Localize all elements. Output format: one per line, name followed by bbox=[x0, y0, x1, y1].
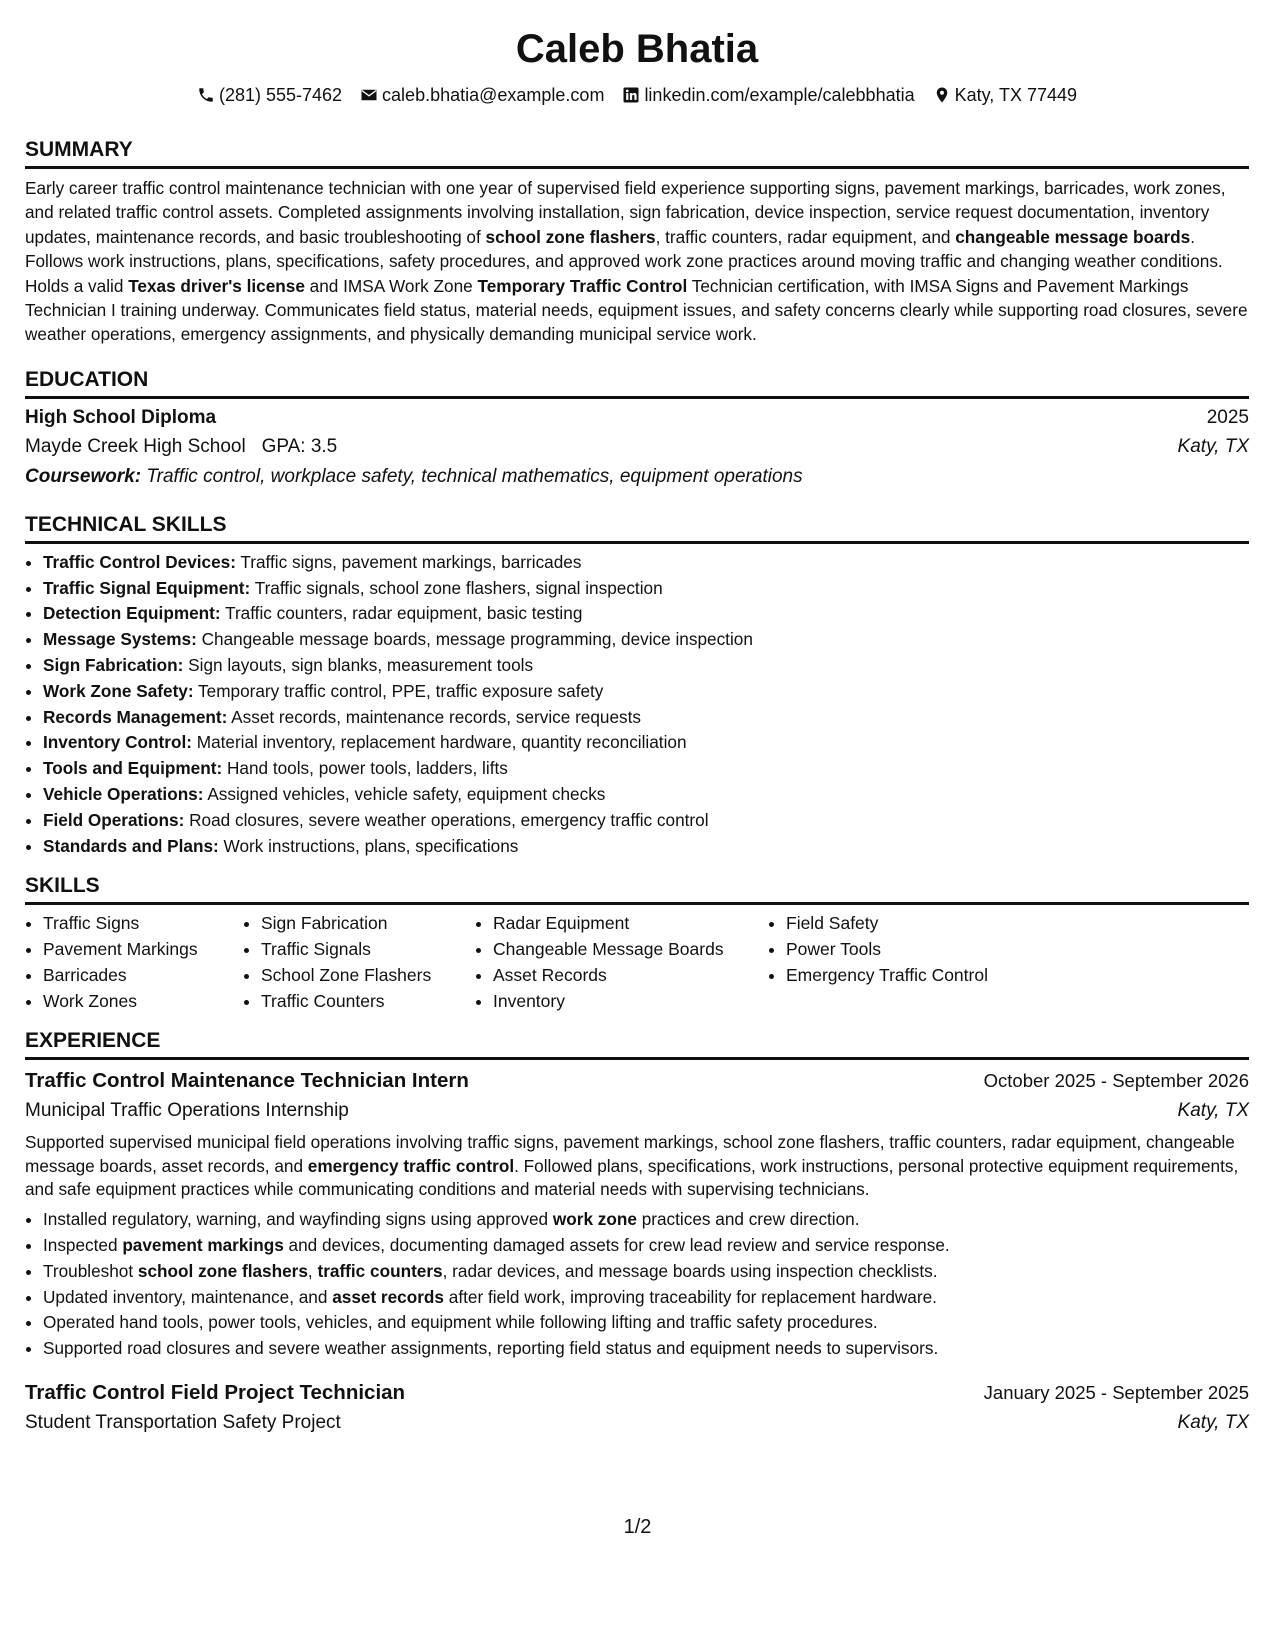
skill-item: • Power Tools bbox=[786, 937, 1086, 963]
contact-email bbox=[360, 83, 604, 107]
list-item: • Standards and Plans: Work instructions, plans, specifications bbox=[43, 834, 1249, 860]
list-item: • Inspected pavement markings and devices, documenting damaged assets for crew lead review and service response. bbox=[43, 1233, 1249, 1259]
school-name: Mayde Creek High School bbox=[25, 435, 246, 457]
job-location: Katy, TX bbox=[1177, 1411, 1249, 1433]
skill-item: • Traffic Signals bbox=[261, 937, 475, 963]
school-row bbox=[25, 432, 1249, 462]
summary-text: Early career traffic control maintenance technician with one year of supervised field experience supporting signs, pavement markings, barricades, work zones, and related traffic control assets. Completed assignments involving installation, sign fabrication, device inspection, service request documentation, inventory updates, maintenance records, and basic troubleshooting of school zone flashers, traffic counters, radar equipment, and changeable message boards. Follows work instructions, plans, specifications, safety procedures, and approved work zone practices around moving traffic and changing weather conditions. Holds a valid Texas driver's license and IMSA Work Zone Temporary Traffic Control Technician certification, with IMSA Signs and Pavement Markings Technician I training underway. Communicates field status, material needs, equipment issues, and safety concerns clearly while supporting road closures, severe weather operations, emergency assignments, and physically demanding municipal service work. bbox=[25, 178, 1248, 345]
contact-bar bbox=[25, 83, 1249, 107]
skill-item: • Sign Fabrication bbox=[261, 911, 475, 937]
phone-icon bbox=[197, 86, 215, 104]
job-organization: Municipal Traffic Operations Internship bbox=[25, 1100, 349, 1122]
job-dates: October 2025 - September 2026 bbox=[983, 1070, 1249, 1092]
resume-page bbox=[25, 0, 1249, 1438]
job-dates: January 2025 - September 2025 bbox=[983, 1381, 1249, 1403]
list-item: • Updated inventory, maintenance, and asset records after field work, improving traceability for replacement hardware. bbox=[43, 1285, 1249, 1311]
skill-item: • School Zone Flashers bbox=[261, 963, 475, 989]
skills-column bbox=[768, 911, 1086, 1014]
list-item: • Supported road closures and severe weather assignments, reporting field status and equipment needs to supervisors. bbox=[43, 1336, 1249, 1362]
list-item: • Detection Equipment: Traffic counters, radar equipment, basic testing bbox=[43, 601, 1249, 627]
skill-item: • Changeable Message Boards bbox=[493, 937, 768, 963]
linkedin-icon bbox=[622, 86, 640, 104]
education-heading: EDUCATION bbox=[25, 367, 1249, 399]
skills-column bbox=[243, 911, 475, 1014]
job-description: Supported supervised municipal field operations involving traffic signs, pavement markings, school zone flashers, traffic counters, radar equipment, changeable message boards, asset records, and emergency traffic control. Followed plans, specifications, work instructions, personal protective equipment requirements, and safe equipment practices while communicating conditions and material needs with supervising technicians. bbox=[25, 1132, 1239, 1199]
list-item: • Traffic Control Devices: Traffic signs, pavement markings, barricades bbox=[43, 550, 1249, 576]
list-item: • Installed regulatory, warning, and wayfinding signs using approved work zone practices and crew direction. bbox=[43, 1207, 1249, 1233]
technical-skills-list bbox=[25, 550, 1249, 860]
education-row bbox=[25, 399, 1249, 432]
summary-section bbox=[25, 137, 1249, 347]
job-title: Traffic Control Maintenance Technician Intern bbox=[25, 1069, 469, 1093]
list-item: • Tools and Equipment: Hand tools, power tools, ladders, lifts bbox=[43, 756, 1249, 782]
list-item: • Field Operations: Road closures, severe weather operations, emergency traffic control bbox=[43, 808, 1249, 834]
skills-section bbox=[25, 873, 1249, 1014]
skill-item: • Pavement Markings bbox=[43, 937, 243, 963]
experience-section bbox=[25, 1028, 1249, 1438]
job-entry bbox=[25, 1372, 1249, 1438]
list-item: • Operated hand tools, power tools, vehicles, and equipment while following lifting and traffic safety procedures. bbox=[43, 1310, 1249, 1336]
list-item: • Inventory Control: Material inventory, replacement hardware, quantity reconciliation bbox=[43, 730, 1249, 756]
list-item: • Sign Fabrication: Sign layouts, sign blanks, measurement tools bbox=[43, 653, 1249, 679]
contact-phone bbox=[197, 83, 342, 107]
job-location: Katy, TX bbox=[1177, 1100, 1249, 1122]
graduation-year: 2025 bbox=[1206, 406, 1249, 428]
location-text: Katy, TX 77449 bbox=[954, 85, 1078, 105]
coursework: Coursework: Traffic control, workplace safety, technical mathematics, equipment operations bbox=[25, 465, 803, 487]
job-entry bbox=[25, 1060, 1249, 1362]
skill-item: • Field Safety bbox=[786, 911, 1086, 937]
skills-heading: SKILLS bbox=[25, 873, 1249, 905]
education-section bbox=[25, 367, 1249, 492]
skill-item: • Asset Records bbox=[493, 963, 768, 989]
summary-heading: SUMMARY bbox=[25, 137, 1249, 169]
technical-skills-heading: TECHNICAL SKILLS bbox=[25, 512, 1249, 544]
job-title: Traffic Control Field Project Technician bbox=[25, 1380, 406, 1404]
list-item: • Message Systems: Changeable message boards, message programming, device inspection bbox=[43, 627, 1249, 653]
contact-linkedin bbox=[622, 83, 914, 107]
list-item: • Vehicle Operations: Assigned vehicles, vehicle safety, equipment checks bbox=[43, 782, 1249, 808]
page-number: 1/2 bbox=[623, 1516, 652, 1538]
technical-skills-section bbox=[25, 512, 1249, 860]
skill-item: • Barricades bbox=[43, 963, 243, 989]
experience-heading: EXPERIENCE bbox=[25, 1028, 1249, 1060]
skills-grid bbox=[25, 911, 1249, 1014]
phone-text: (281) 555-7462 bbox=[218, 85, 343, 105]
list-item: • Traffic Signal Equipment: Traffic signals, school zone flashers, signal inspection bbox=[43, 576, 1249, 602]
contact-location bbox=[933, 83, 1077, 107]
school-location: Katy, TX bbox=[1177, 435, 1249, 457]
job-organization: Student Transportation Safety Project bbox=[25, 1411, 341, 1433]
gpa: GPA: 3.5 bbox=[261, 435, 338, 457]
envelope-icon bbox=[360, 86, 378, 104]
skill-item: • Traffic Counters bbox=[261, 989, 475, 1015]
skills-column bbox=[25, 911, 243, 1014]
skill-item: • Emergency Traffic Control bbox=[786, 963, 1086, 989]
skill-item: • Inventory bbox=[493, 989, 768, 1015]
map-pin-icon bbox=[933, 86, 951, 104]
linkedin-text: linkedin.com/example/calebbhatia bbox=[644, 85, 915, 105]
job-bullets bbox=[25, 1207, 1249, 1362]
list-item: • Troubleshot school zone flashers, traffic counters, radar devices, and message boards using inspection checklists. bbox=[43, 1259, 1249, 1285]
candidate-name: Caleb Bhatia bbox=[515, 27, 759, 71]
skills-column bbox=[475, 911, 768, 1014]
skill-item: • Radar Equipment bbox=[493, 911, 768, 937]
email-text: caleb.bhatia@example.com bbox=[382, 85, 605, 105]
list-item: • Work Zone Safety: Temporary traffic control, PPE, traffic exposure safety bbox=[43, 679, 1249, 705]
list-item: • Records Management: Asset records, maintenance records, service requests bbox=[43, 705, 1249, 731]
skill-item: • Work Zones bbox=[43, 989, 243, 1015]
skill-item: • Traffic Signs bbox=[43, 911, 243, 937]
degree: High School Diploma bbox=[25, 406, 217, 428]
